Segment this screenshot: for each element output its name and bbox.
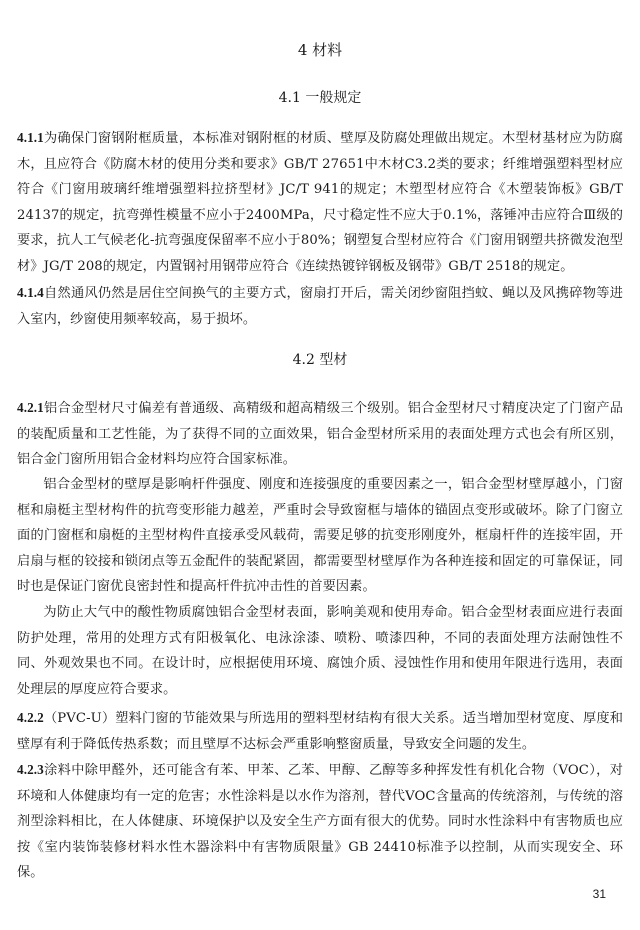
clause-4-2-1-paragraph-3: 为防止大气中的酸性物质腐蚀铝合金型材表面，影响美观和使用寿命。铝合金型材表面应进行表面防护处理，常用的处理方式有阳极氧化、电泳涂漆、喷粉、喷漆四种，不同的表面处理方法耐蚀性不同、外观效果也不同。在设计时，应根据使用环境、腐蚀介质、浸蚀性作用和使用年限进行选用，表面处理层的厚度应符合要求。 [17, 605, 623, 697]
section-title-4-1: 4.1 一般规定 [278, 90, 362, 106]
clause-4-1-1 [17, 125, 623, 280]
section-title-4-2: 4.2 型材 [292, 352, 348, 368]
chapter-title: 4 材料 [297, 41, 343, 59]
clause-number: 4.1.1 [17, 130, 44, 145]
clause-number: 4.1.4 [17, 285, 44, 300]
clause-text: 铝合金型材尺寸偏差有普通级、高精级和超高精级三个级别。铝合金型材尺寸精度决定了门窗产品的装配质量和工艺性能，为了获得不同的立面效果，铝合金型材所采用的表面处理方式也会有所区别，铝合金门窗所用铝合金材料均应符合国家标准。 [17, 401, 623, 468]
clause-number: 4.2.3 [17, 762, 44, 777]
clause-4-2-2 [17, 705, 623, 757]
clause-text: 自然通风仍然是居住空间换气的主要方式，窗扇打开后，需关闭纱窗阻挡蚊、蝇以及风携碎物等进入室内，纱窗使用频率较高，易于损坏。 [17, 286, 623, 327]
page-number: 31 [592, 887, 606, 901]
clause-4-2-3 [17, 757, 623, 886]
clause-text: （PVC-U）塑料门窗的节能效果与所选用的塑料型材结构有很大关系。适当增加型材宽度、厚度和壁厚有利于降低传热系数；而且壁厚不达标会严重影响整窗质量，导致安全问题的发生。 [17, 711, 623, 752]
clause-text: 为确保门窗钢附框质量，本标准对钢附框的材质、壁厚及防腐处理做出规定。木型材基材应为防腐木，且应符合《防腐木材的使用分类和要求》GB/T 27651中木材C3.2类的要求；纤维增强塑料型材应符合《门窗用玻璃纤维增强塑料拉挤型材》JC/T 941的规定；木塑型材应符合《木塑装饰板》GB/T 24137的规定，抗弯弹性模量不应小于2400MPa，尺寸稳定性不应大于0.1%，落锤冲击应符合Ⅲ级的要求，抗人工气候老化-抗弯强度保留率不应小于80%；钢塑复合型材应符合《门窗用钢塑共挤微发泡型材》JG/T 208的规定，内置钢衬用钢带应符合《连续热镀锌钢板及钢带》GB/T 2518的规定。 [17, 131, 623, 274]
clause-4-2-1 [17, 395, 623, 473]
clause-4-1-4 [17, 280, 623, 332]
clause-number: 4.2.1 [17, 400, 44, 415]
clause-number: 4.2.2 [17, 710, 44, 725]
clause-4-2-1-paragraph-2: 铝合金型材的壁厚是影响杆件强度、刚度和连接强度的重要因素之一，铝合金型材壁厚越小，门窗框和扇梃主型材构件的抗弯变形能力越差，严重时会导致窗框与墙体的锚固点变形或破坏。除了门窗立面的门窗框和扇梃的主型材构件直接承受风载荷，需要足够的抗变形刚度外，框扇杆件的连接牢固，开启扇与框的铰接和锁闭点等五金配件的装配紧固，都需要型材壁厚作为各种连接和固定的可靠保证，同时也是保证门窗优良密封性和提高杆件抗冲击性的首要因素。 [17, 477, 623, 595]
clause-text: 涂料中除甲醛外，还可能含有苯、甲苯、乙苯、甲醇、乙醇等多种挥发性有机化合物（VOC），对环境和人体健康均有一定的危害；水性涂料是以水作为溶剂，替代VOC含量高的传统溶剂，与传统的溶剂型涂料相比，在人体健康、环境保护以及安全生产方面有很大的优势。同时水性涂料中有害物质也应按《室内装饰装修材料水性木器涂料中有害物质限量》GB 24410标准予以控制，从而实现安全、环保。 [17, 763, 623, 881]
